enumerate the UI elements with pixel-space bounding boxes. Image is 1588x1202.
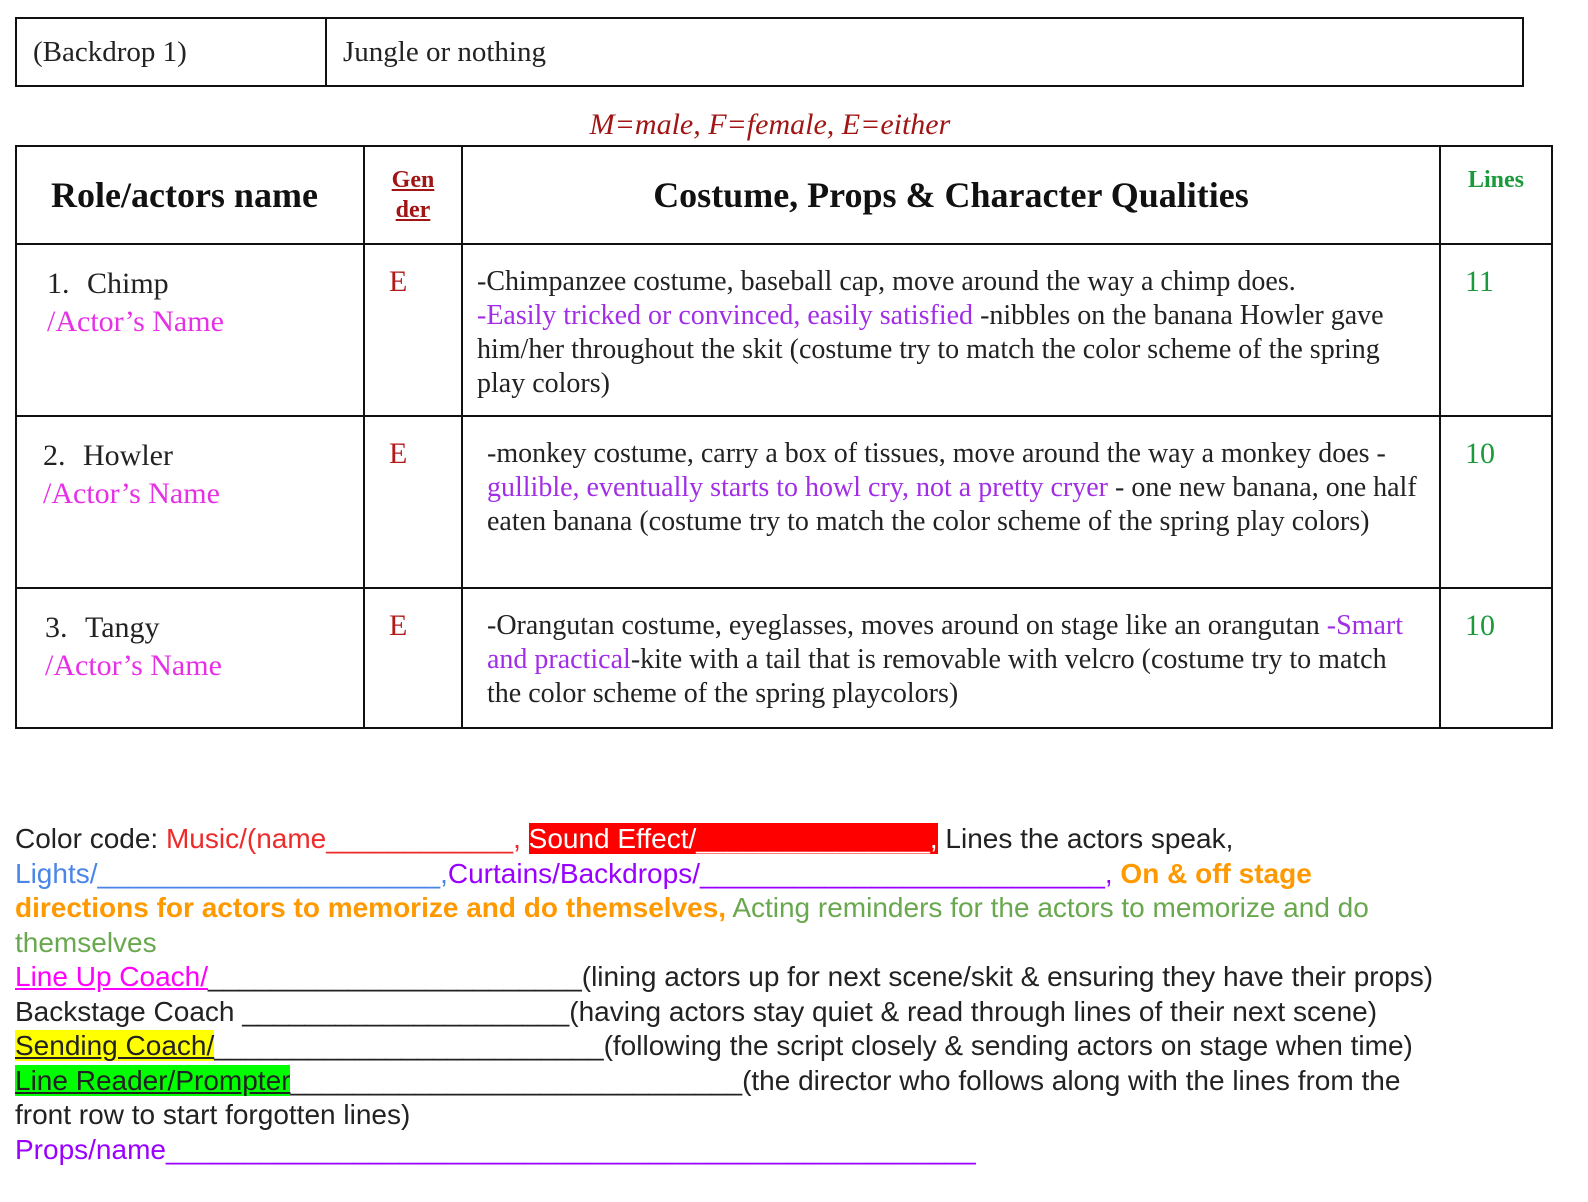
- color-code-line-1: [15, 822, 1555, 857]
- gender-cell: E: [364, 588, 462, 728]
- gender-cell: E: [364, 416, 462, 588]
- header-gender-line1: Gen: [391, 167, 435, 193]
- role-name: 3. Tangy: [45, 611, 160, 644]
- lines-cell: 11: [1440, 244, 1552, 416]
- acting-reminders-part2: themselves: [15, 926, 157, 958]
- backdrop-label: (Backdrop 1): [17, 19, 327, 85]
- line-up-coach-line: [15, 960, 1555, 995]
- table-header-row: [16, 146, 1552, 244]
- prompter-desc: _____________________________(the director who follows along with the lines from the: [290, 1064, 1401, 1096]
- prompter-desc-2: front row to start forgotten lines): [15, 1099, 411, 1130]
- line-up-coach-desc: ________________________(lining actors up for next scene/skit & ensuring they have their props): [208, 961, 1434, 992]
- acting-reminders-part1: Acting reminders for the actors to memorize and do: [726, 892, 1369, 923]
- gender-legend: M=male, F=female, E=either: [589, 108, 951, 141]
- gender-cell: E: [364, 244, 462, 416]
- role-name: 2. Howler: [43, 439, 173, 472]
- table-row: [16, 416, 1552, 588]
- color-code-line-2: [15, 857, 1555, 892]
- role-name: 1. Chimp: [47, 267, 169, 300]
- header-gender-line2: der: [395, 197, 431, 223]
- description-cell: -Chimpanzee costume, baseball cap, move around the way a chimp does. -Easily tricked or convinced, easily satisfied -nibbles on the banana Howler gave him/her throughout the skit (costume try to match the color scheme of the spring play colors): [462, 244, 1440, 416]
- lights-label: Lights/______________________,: [15, 857, 448, 889]
- props-label: Props/name____________________________________________________: [15, 1133, 976, 1165]
- header-lines: Lines: [1440, 146, 1552, 244]
- description-cell: -Orangutan costume, eyeglasses, moves around on stage like an orangutan -Smart and practical-kite with a tail that is removable with velcro (costume try to match the color scheme of the spring playcolors): [462, 588, 1440, 728]
- stage-directions-part2: directions for actors to memorize and do themselves,: [15, 892, 727, 923]
- backstage-coach-line: [15, 995, 1555, 1030]
- header-role: Role/actors name: [16, 146, 364, 244]
- props-line: [15, 1133, 1555, 1168]
- role-cell: [16, 588, 364, 728]
- role-cell: [16, 244, 364, 416]
- prompter-label: Line Reader/Prompter: [15, 1064, 291, 1096]
- actor-name: /Actor’s Name: [43, 477, 220, 510]
- actor-name: /Actor’s Name: [45, 649, 222, 682]
- sending-coach-desc: _________________________(following the script closely & sending actors on stage when time): [214, 1030, 1413, 1061]
- backdrop-table: [15, 17, 1524, 87]
- table-row: [16, 244, 1552, 416]
- color-code-prefix: Color code:: [15, 823, 159, 854]
- role-cell: [16, 416, 364, 588]
- stage-directions-part1: On & off stage: [1120, 857, 1312, 889]
- color-code-line-3: [15, 891, 1555, 926]
- backstage-coach-desc: Backstage Coach _____________________(having actors stay quiet & read through lines of their next scene): [15, 995, 1378, 1027]
- backdrop-value: Jungle or nothing: [343, 35, 546, 68]
- music-label: Music/(name____________,: [158, 823, 529, 854]
- lines-cell: 10: [1440, 416, 1552, 588]
- color-code-section: [15, 822, 1555, 1167]
- actor-name: /Actor’s Name: [47, 305, 224, 338]
- lines-speak-label: Lines the actors speak,: [937, 823, 1234, 854]
- line-up-coach-label: Line Up Coach/: [15, 961, 209, 992]
- prompter-line-2: [15, 1098, 1555, 1133]
- roles-table: [15, 145, 1553, 729]
- color-code-line-4: [15, 926, 1555, 961]
- sending-coach-label: Sending Coach/: [15, 1030, 215, 1061]
- prompter-line: [15, 1064, 1555, 1099]
- header-gender: [364, 146, 462, 244]
- table-row: [16, 588, 1552, 728]
- header-costume: Costume, Props & Character Qualities: [462, 146, 1440, 244]
- curtains-label: Curtains/Backdrops/__________________________,: [447, 857, 1121, 889]
- description-cell: -monkey costume, carry a box of tissues, move around the way a monkey does -gullible, eventually starts to howl cry, not a pretty cryer - one new banana, one half eaten banana (costume try to match the color scheme of the spring play colors): [462, 416, 1440, 588]
- lines-cell: 10: [1440, 588, 1552, 728]
- sending-coach-line: [15, 1029, 1555, 1064]
- sound-effect-label: Sound Effect/_______________,: [528, 823, 938, 854]
